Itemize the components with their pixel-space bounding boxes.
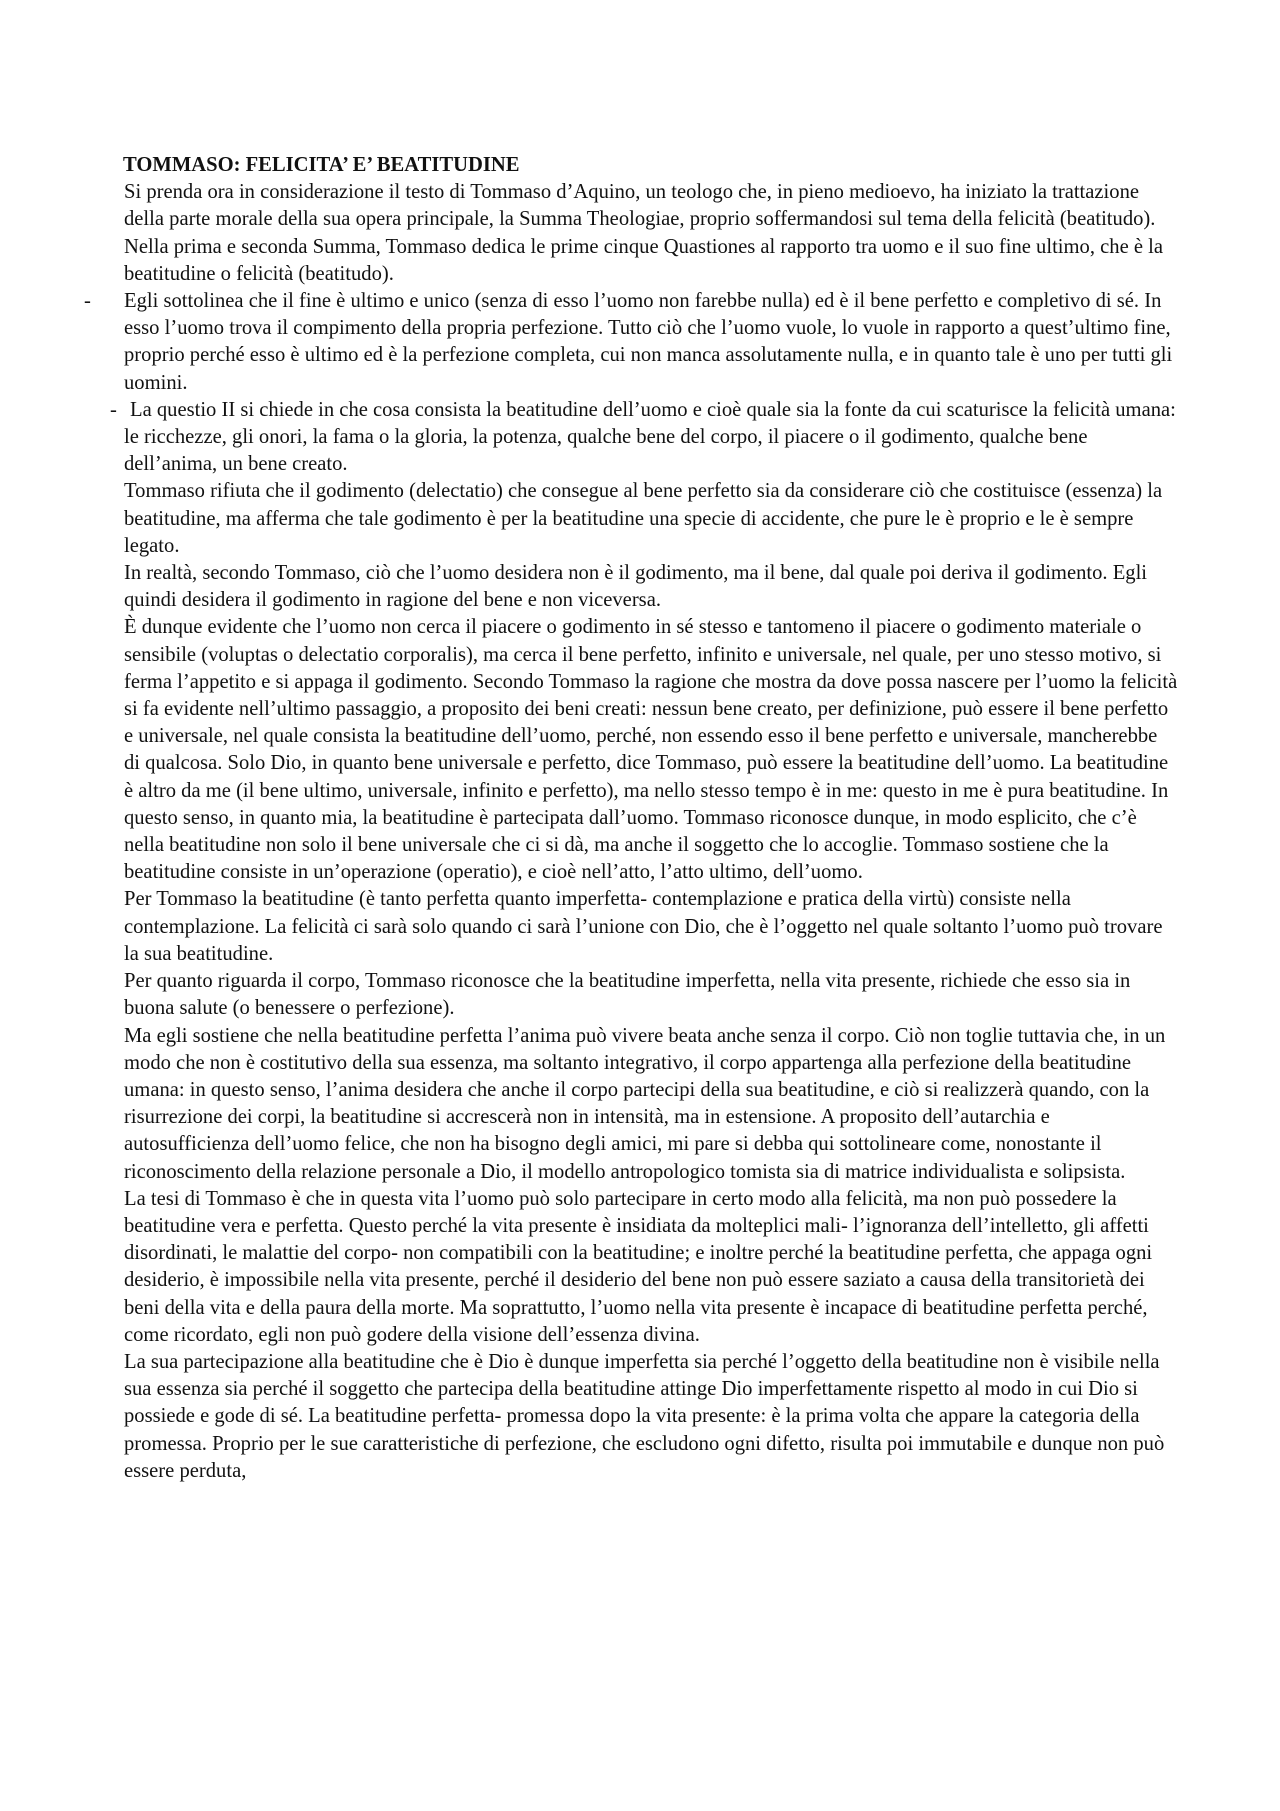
paragraph-text: Si prenda ora in considerazione il testo di Tommaso d’Aquino, un teologo che, in pieno medioevo, ha iniziato la trattazione della parte morale della sua opera principale, la Summa Theologiae, proprio soffermandosi sul tema della felicità (beatitudo). — [124, 181, 1156, 231]
paragraph-text: Nella prima e seconda Summa, Tommaso dedica le prime cinque Quastiones al rapporto tra uomo e il suo fine ultimo, che è la beatitudine o felicità (beatitudo). — [124, 235, 1164, 285]
paragraph-text: Tommaso rifiuta che il godimento (delectatio) che consegue al bene perfetto sia da considerare ciò che costituisce (essenza) la beatitudine, ma afferma che tale godimento è per la beatitudine una specie di accidente, che pure le è proprio e le è sempre legato. — [124, 480, 1163, 557]
paragraph-4-list-item — [110, 397, 1178, 479]
paragraph-text: La questio II si chiede in che cosa consista la beatitudine dell’uomo e cioè quale sia la fonte da cui scaturisce la felicità umana: le ricchezze, gli onori, la fama o la gloria, la potenza, qualche bene del corpo, il piacere o il godimento, qualche bene dell’anima, un bene creato. — [124, 398, 1176, 476]
paragraph-12 — [123, 1349, 1178, 1485]
paragraph-9 — [123, 968, 1178, 1022]
paragraph-7 — [123, 614, 1178, 886]
list-dash-marker: - — [84, 290, 91, 313]
paragraph-text: Ma egli sostiene che nella beatitudine perfetta l’anima può vivere beata anche senza il corpo. Ciò non toglie tuttavia che, in un modo che non è costitutivo della sua essenza, ma soltanto integrativo, il corpo appartenga alla perfezione della beatitudine umana: in questo senso, l’anima desidera che anche il corpo partecipi della sua beatitudine, e ciò si realizzerà quando, con la risurrezione dei corpi, la beatitudine si accrescerà non in intensità, ma in estensione. A proposito dell’autarchia e autosufficienza dell’uomo felice, che non ha bisogno degli amici, mi pare si debba qui sottolineare come, nonostante il riconoscimento della relazione personale a Dio, il modello antropologico tomista sia di matrice individualista e solipsista. — [124, 1024, 1166, 1183]
paragraph-text: Egli sottolinea che il fine è ultimo e unico (senza di esso l’uomo non farebbe nulla) ed è il bene perfetto e completivo di sé. In esso l’uomo trova il compimento della propria perfezione. Tutto ciò che l’uomo vuole, lo vuole in rapporto a quest’ultimo fine, proprio perché esso è ultimo ed è la perfezione completa, cui non manca assolutamente nulla, e in quanto tale è uno per tutti gli uomini. — [124, 290, 1173, 394]
paragraph-text: In realtà, secondo Tommaso, ciò che l’uomo desidera non è il godimento, ma il bene, dal quale poi deriva il godimento. Egli quindi desidera il godimento in ragione del bene e non viceversa. — [124, 562, 1148, 612]
paragraph-text: La tesi di Tommaso è che in questa vita l’uomo può solo partecipare in certo modo alla felicità, ma non può possedere la beatitudine vera e perfetta. Questo perché la vita presente è insidiata da molteplici mali- l’ignoranza dell’intelletto, gli affetti disordinati, le malattie del corpo- non compatibili con la beatitudine; e inoltre perché la beatitudine perfetta, che appaga ogni desiderio, è impossibile nella vita presente, perché il desiderio del bene non può essere saziato a causa della transitorietà dei beni della vita e della paura della morte. Ma soprattutto, l’uomo nella vita presente è incapace di beatitudine perfetta perché, come ricordato, egli non può godere della visione dell’essenza divina. — [124, 1187, 1153, 1346]
list-dash-marker: - — [110, 398, 117, 421]
document-body — [84, 152, 1178, 1485]
paragraph-6 — [123, 560, 1178, 614]
paragraph-8 — [123, 886, 1178, 968]
paragraph-10 — [123, 1023, 1178, 1186]
paragraph-5 — [123, 478, 1178, 560]
paragraph-text: Per quanto riguarda il corpo, Tommaso riconosce che la beatitudine imperfetta, nella vita presente, richiede che esso sia in buona salute (o benessere o perfezione). — [124, 970, 1131, 1020]
paragraph-text: Per Tommaso la beatitudine (è tanto perfetta quanto imperfetta- contemplazione e pratica della virtù) consiste nella contemplazione. La felicità ci sarà solo quando ci sarà l’unione con Dio, che è l’oggetto nel quale soltanto l’uomo può trovare la sua beatitudine. — [124, 888, 1163, 965]
paragraph-11 — [123, 1186, 1178, 1349]
paragraph-1 — [123, 179, 1178, 233]
paragraph-2 — [123, 234, 1178, 288]
paragraph-text: È dunque evidente che l’uomo non cerca il piacere o godimento in sé stesso e tantomeno il piacere o godimento materiale o sensibile (voluptas o delectatio corporalis), ma cerca il bene perfetto, infinito e universale, nel quale, per uno stesso motivo, si ferma l’appetito e si appaga il godimento. Secondo Tommaso la ragione che mostra da dove possa nascere per l’uomo la felicità si fa evidente nell’ultimo passaggio, a proposito dei beni creati: nessun bene creato, per definizione, può essere il bene perfetto e universale, nel quale consista la beatitudine dell’uomo, perché, non essendo esso il bene perfetto e universale, mancherebbe di qualcosa. Solo Dio, in quanto bene universale e perfetto, dice Tommaso, può essere la beatitudine dell’uomo. La beatitudine è altro da me (il bene ultimo, universale, infinito e perfetto), ma nello stesso tempo è in me: questo in me è pura beatitudine. In questo senso, in quanto mia, la beatitudine è partecipata dall’uomo. Tommaso riconosce dunque, in modo esplicito, che c’è nella beatitudine non solo il bene universale che ci si dà, ma anche il soggetto che lo accoglie. Tommaso sostiene che la beatitudine consiste in un’operazione (operatio), e cioè nell’atto, l’atto ultimo, dell’uomo. — [124, 616, 1178, 884]
paragraph-3-list-item — [84, 288, 1178, 397]
paragraph-text: La sua partecipazione alla beatitudine che è Dio è dunque imperfetta sia perché l’oggetto della beatitudine non è visibile nella sua essenza sia perché il soggetto che partecipa della beatitudine attinge Dio imperfettamente rispetto al modo in cui Dio si possiede e gode di sé. La beatitudine perfetta- promessa dopo la vita presente: è la prima volta che appare la categoria della promessa. Proprio per le sue caratteristiche di perfezione, che escludono ogni difetto, risulta poi immutabile e dunque non può essere perduta, — [124, 1350, 1165, 1482]
document-title: TOMMASO: FELICITA’ E’ BEATITUDINE — [123, 154, 520, 176]
